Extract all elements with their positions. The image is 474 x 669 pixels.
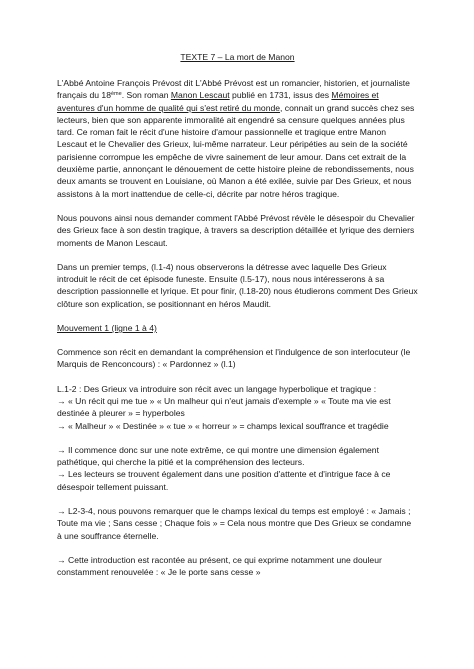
time-lexical-paragraph: → L2-3-4, nous pouvons remarquer que le champs lexical du temps est employé : « Jamais ; Toute ma vie ; Sans cesse ; Chaque fois » = Cela nous montre que Des Grieux se condamne à une souffrance éternelle. bbox=[57, 506, 412, 541]
commence-paragraph: Commence son récit en demandant la compréhension et l'indulgence de son interlocuteur (le Marquis de Renconcours) : « Pardonnez » (l.1) bbox=[57, 347, 411, 370]
hyperbole-intro: L.1-2 : Des Grieux va introduire son récit avec un langage hyperbolique et tragique : bbox=[57, 383, 377, 394]
extreme-line-2: → Les lecteurs se trouvent également dans une position d'attente et d'intrigue face à ce désespoir tellement puissant. bbox=[57, 469, 391, 492]
problematique-paragraph: Nous pouvons ainsi nous demander comment l'Abbé Prévost révèle le désespoir du Chevalier des Grieux face à son destin tragique, à travers sa description détaillée et lyrique des derniers moments de Manon Lescaut. bbox=[57, 212, 415, 248]
hyperbole-quotes: → « Un récit qui me tue » « Un malheur qui n'eut jamais d'exemple » « Toute ma vie est destinée à pleurer » = hyperboles bbox=[57, 395, 391, 419]
century-superscript: ème bbox=[110, 91, 122, 98]
intro-paragraph bbox=[57, 77, 418, 200]
novel-title: Manon Lescaut bbox=[170, 90, 230, 101]
extreme-line-1: → Il commence donc sur une note extrême, ce qui montre une dimension également pathétique, qui cherche la pitié et la compréhension des lecteurs. bbox=[57, 444, 379, 468]
extreme-paragraph bbox=[57, 444, 418, 493]
intro-text-a: L'Abbé Antoine François Prévost dit L'Abbé Prévost est un romancier, historien, et journaliste français du 18 bbox=[57, 78, 410, 101]
annonce-paragraph: Dans un premier temps, (l.1-4) nous observerons la détresse avec laquelle Des Grieux introduit le récit de cet épisode funeste. Ensuite (l.5-17), nous nous intéresserons à sa description passionnelle et lyrique. Et pour finir, (l.18-20) nous étudierons comment Des Grieux clôture son explication, se positionnant en héros Maudit. bbox=[57, 261, 418, 309]
memoirs-title: Mémoires et aventures d'un homme de qualité qui s'est retiré du monde bbox=[57, 90, 379, 113]
lexical-field-line: → « Malheur » « Destinée » « tue » « horreur » = champs lexical souffrance et tragédie bbox=[57, 420, 389, 431]
intro-text-d: , connait un grand succès chez ses lecteurs, bien que son apparente immoralité ait engendré sa censure quelques années plus tard. Ce roman fait le récit d'une histoire d'amour passionnelle et tragique entre Manon Lescaut et le Chevalier des Grieux, lui-même narrateur. Leur péripéties au sein de la société parisienne corrompue les empêche de vivre sainement de leur amour. Dans cet extrait de la deuxième partie, annonçant le dénouement de cette histoire pleine de rebondissements, nous deux amants se trouvent en Louisiane, où Manon a été exilée, suivie par Des Grieux, et nous assistons à la mort inattendue de celle-ci, décrite par notre héros tragique. bbox=[57, 102, 415, 199]
section-heading: Mouvement 1 (ligne 1 à 4) bbox=[57, 323, 157, 334]
hyperbole-paragraph bbox=[57, 383, 418, 432]
present-tense-paragraph: → Cette introduction est racontée au présent, ce qui exprime notamment une douleur constamment renouvelée : « Je le porte sans cesse » bbox=[57, 554, 382, 578]
intro-text-b: . Son roman bbox=[121, 90, 171, 101]
page-title: TEXTE 7 – La mort de Manon bbox=[180, 52, 295, 62]
intro-text-c: publié en 1731, issus des bbox=[229, 90, 332, 101]
